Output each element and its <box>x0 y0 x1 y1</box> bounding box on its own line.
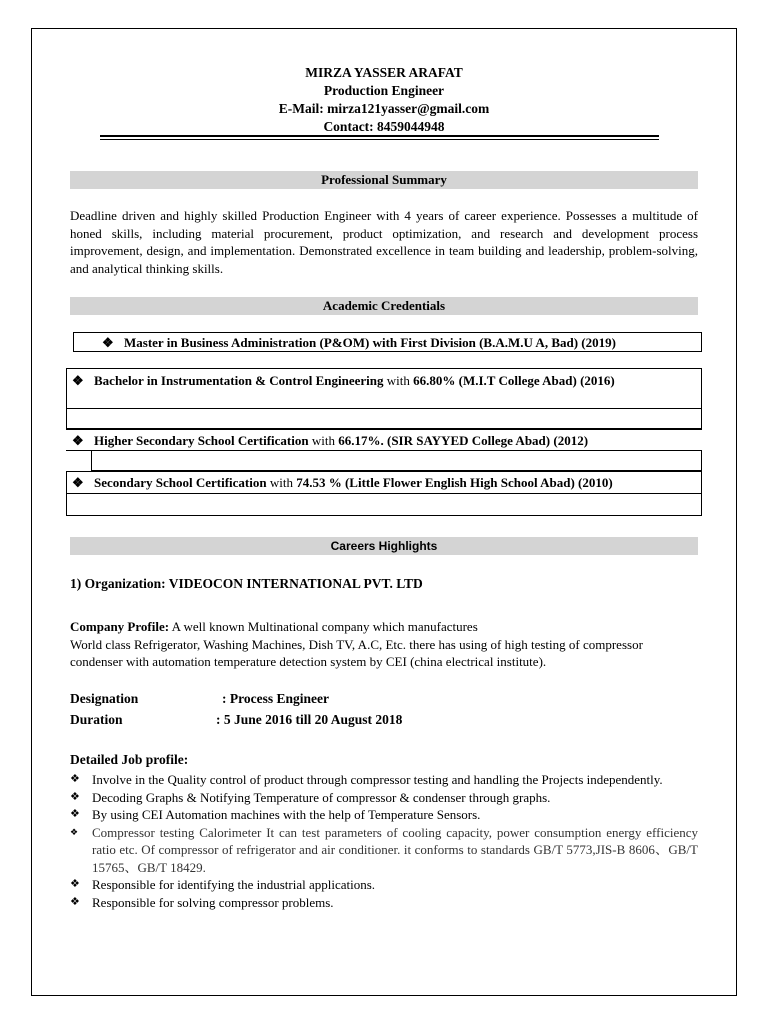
duration-label: Duration <box>70 712 123 727</box>
careers-heading: Careers Highlights <box>70 537 698 555</box>
diamond-bullet-icon: ❖ <box>70 790 80 803</box>
job-item-text: Compressor testing Calorimeter It can test parameters of cooling capacity, power consumption energy efficiency ratio etc. Of compressor of refrigerator and air conditioner. it conforms to standards GB/T 5773,JIS-B 8606、GB/T 15765、GB/T 18429. <box>92 824 698 875</box>
hsc-title: Higher Secondary School Certification <box>94 433 309 448</box>
designation-label: Designation <box>70 691 139 706</box>
organization: 1) Organization: VIDEOCON INTERNATIONAL PVT. LTD <box>70 576 423 591</box>
list-item <box>70 876 698 894</box>
diamond-bullet-icon: ❖ <box>72 475 84 490</box>
diamond-bullet-icon: ❖ <box>72 373 84 388</box>
diamond-bullet-icon: ❖ <box>70 878 80 890</box>
ssc-with: with <box>266 475 297 490</box>
diamond-bullet-icon: ❖ <box>70 895 80 908</box>
diamond-bullet-icon: ❖ <box>72 433 84 448</box>
bachelor-with: with <box>383 373 414 388</box>
diamond-bullet-icon: ❖ <box>70 808 80 820</box>
list-item <box>70 789 698 807</box>
bachelor-title: Bachelor in Instrumentation & Control Engineering <box>94 373 384 388</box>
job-title: Production Engineer <box>323 83 445 98</box>
divider <box>66 408 702 409</box>
ssc-title: Secondary School Certification <box>94 475 267 490</box>
candidate-name: MIRZA YASSER ARAFAT <box>305 65 463 80</box>
job-item-text: Responsible for solving compressor problems. <box>92 894 334 910</box>
divider <box>66 429 702 430</box>
divider <box>66 493 702 494</box>
list-item <box>70 771 698 789</box>
job-item-text: Decoding Graphs & Notifying Temperature of compressor & condenser through graphs. <box>92 789 551 805</box>
academics-heading: Academic Credentials <box>70 297 698 315</box>
company-profile-label: Company Profile: <box>70 619 170 634</box>
diamond-bullet-icon: ❖ <box>102 335 114 350</box>
job-profile-list <box>70 771 698 911</box>
edu-hsc <box>72 432 698 449</box>
email: E-Mail: mirza121yasser@gmail.com <box>278 101 490 116</box>
edu-ssc <box>72 474 698 491</box>
company-profile <box>70 618 698 671</box>
summary-text: Deadline driven and highly skilled Production Engineer with 4 years of career experience. Possesses a multitude of honed skills, including material procurement, product optimization, and research and development process improvement, design, and implementation. Demonstrated excellence in team building and leadership, problem-solving, and analytical thinking skills. <box>70 208 698 276</box>
diamond-bullet-icon: ❖ <box>70 773 80 785</box>
job-item-text: Involve in the Quality control of product through compressor testing and handling the Projects independently. <box>92 772 663 787</box>
header-rule-thick <box>100 135 659 137</box>
mba-text: Master in Business Administration (P&OM) with First Division (B.A.M.U A, Bad) (2019) <box>124 335 616 350</box>
header-rule-thin <box>100 139 659 140</box>
job-profile-heading: Detailed Job profile: <box>70 752 189 767</box>
edu-hsc-empty-row <box>91 450 702 471</box>
list-item <box>70 806 698 824</box>
job-item-text: By using CEI Automation machines with the help of Temperature Sensors. <box>92 807 481 822</box>
hsc-details: 66.17%. (SIR SAYYED College Abad) (2012) <box>338 433 589 448</box>
list-item <box>70 894 698 912</box>
summary-heading: Professional Summary <box>70 171 698 189</box>
list-item <box>70 824 698 877</box>
hsc-with: with <box>308 433 339 448</box>
diamond-bullet-icon: ❖ <box>70 826 79 837</box>
job-item-text: Responsible for identifying the industrial applications. <box>92 877 376 892</box>
designation-value: : Process Engineer <box>222 691 329 706</box>
company-profile-line2: World class Refrigerator, Washing Machines, Dish TV, A.C, Etc. there has using of high testing of compressor condenser with automation temperature detection system by CEI (china electrical institute). <box>70 636 643 669</box>
contact: Contact: 8459044948 <box>323 119 445 134</box>
bachelor-details: 66.80% (M.I.T College Abad) (2016) <box>413 373 615 388</box>
edu-mba <box>73 332 702 352</box>
edu-bachelor <box>72 372 698 389</box>
company-profile-line1: A well known Multinational company which manufactures <box>169 619 478 634</box>
duration-value: : 5 June 2016 till 20 August 2018 <box>216 712 403 727</box>
ssc-details: 74.53 % (Little Flower English High School Abad) (2010) <box>296 475 613 490</box>
